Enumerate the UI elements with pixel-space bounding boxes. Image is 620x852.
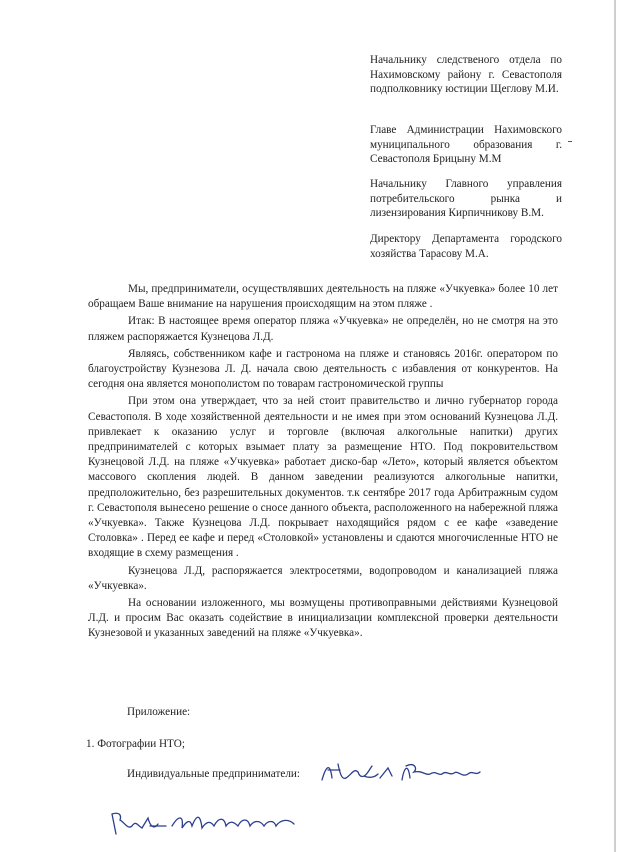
addressee-text: Начальнику Главного управления потребительского рынка и лизензирования Кирпичникову В.М. [370,178,562,219]
paragraph-request: На основании изложенного, мы возмущены противоправными действиями Кузнецовой Л.Д. и просим Вас оказать содействие в инициализации комплексной проверки деятельности Кузнезовой и указанных заведений на пляже «Учкуевка». [88,597,558,640]
signature-2 [108,804,308,844]
paragraph-operator: Итак: В настоящее время оператор пляжа «Учкуевка» не определён, но не смотря на это пляжем распоряжается Кузнецова Л.Д. [88,315,558,343]
paragraph-monopoly: Являясь, собственником кафе и гастронома на пляже и становясь 2016г. оператором по благоустройству Кузнезова Л. Д. начала свою деятельность с избавления от конкурентов. На сегодня она является монополистом по товарам гастрономической группы [88,347,558,391]
addressee-city-economy-director [370,232,562,261]
paragraph-intro: Мы, предприниматели, осуществлявших деятельность на пляже «Учкуевка» более 10 лет обращаем Ваше внимание на нарушения происходящим на этом пляже . [88,283,558,311]
page-edge [614,0,616,852]
attachment-label: Приложение: [127,706,191,718]
attachment-item: 1. Фотографии НТО; [86,738,185,750]
addressee-text: Директору Департамента городского хозяйства Тарасову М.А. [370,233,562,260]
paragraph-utilities: Кузнецова Л.Д, распоряжается электросетями, водопроводом и канализацией пляжа «Учкуевка». [88,564,558,592]
paragraph-government-claims: При этом она утверждает, что за ней стоит правительство и лично губернатор города Севастополя. В ходе хозяйственной деятельности и не имея при этом оснований Кузнецова Л.Д. привлекает к оказанию услуг и торговле (включая алкогольные напитки) других предпринимателей с которых взымает плату за размещение НТО. Под покровительством Кузнецовой Л.Д. на пляже «Учкуевка» работает диско-бар «Лето», который является объектом массового скопления людей. В данном заведении реализуются алкогольные напитки, предположительно, без разрешительных документов. т.к сентябре 2017 года Арбитражным судом г. Севастополя вынесено решение о сносе данного объекта, расположенного на набережной пляжа «Учкуевка». Также Кузнецова Л.Д. покрывает находящийся рядом с ее кафе «заведение Столовка» . Перед ее кафе и перед «Столовкой» установлены и сдаются многочисленные НТО не входящие в схему размещения . [88,395,558,560]
signatories-label: Индивидуальные предприниматели: [127,768,301,780]
addressee-investigation-dept [370,53,562,97]
addressee-administration-head [370,123,562,167]
addressee-text: Главе Администрации Нахимовского муниципального образования г. Севастополя Брицыну М.М [370,124,562,165]
letter-body [88,282,558,644]
signature-1 [318,756,488,788]
stray-mark [568,141,572,142]
addressee-consumer-market-head [370,177,562,221]
addressee-text: Начальнику следственого отдела по Нахимовскому району г. Севастополя подполковнику юстиции Щеглову М.И. [370,54,562,95]
